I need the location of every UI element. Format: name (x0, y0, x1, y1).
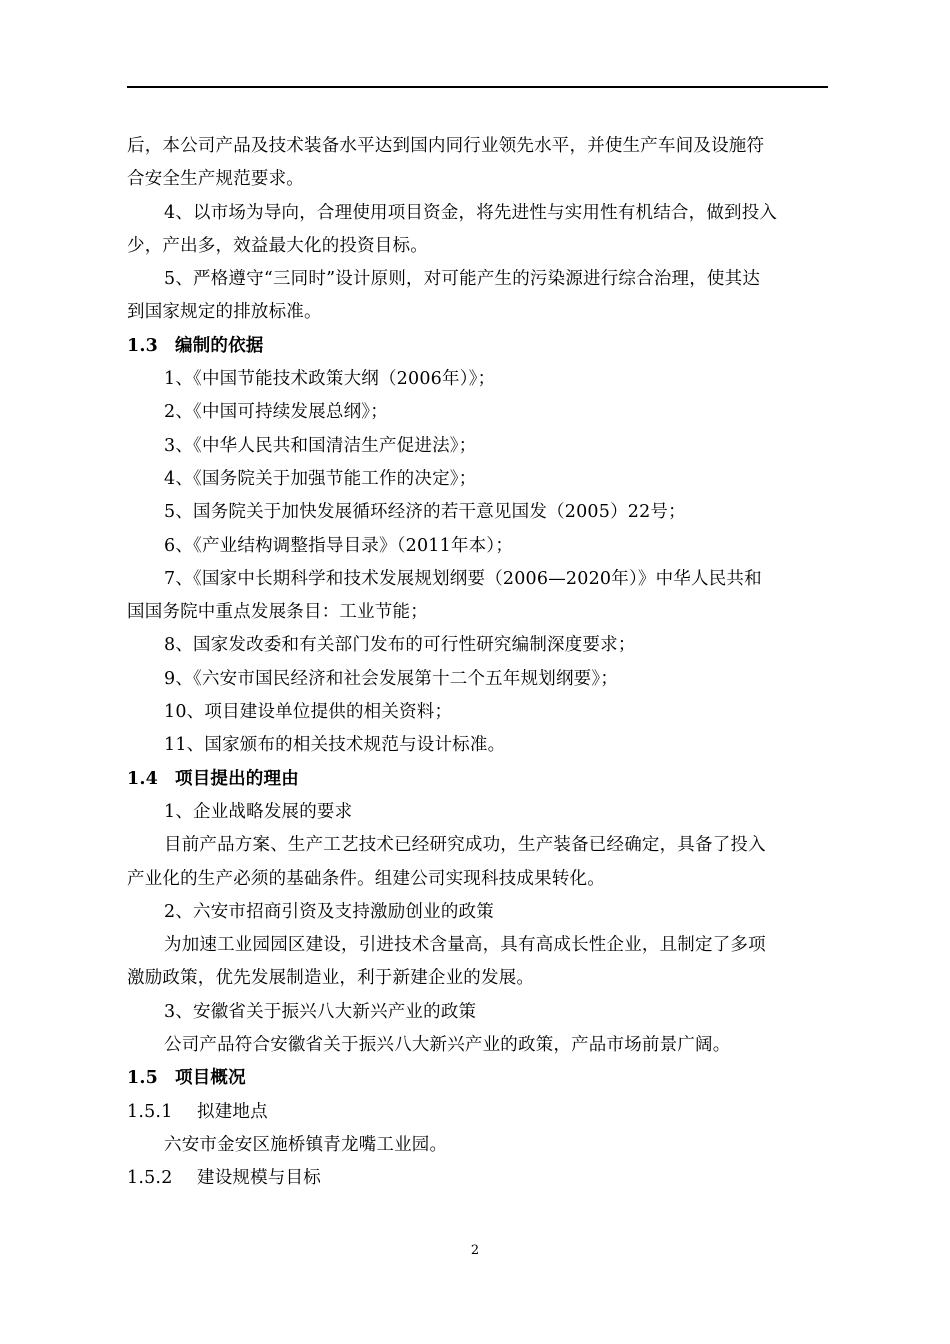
paragraph-line: 合安全生产规范要求。 (127, 169, 304, 190)
paragraph-line: 少，产出多，效益最大化的投资目标。 (127, 235, 428, 256)
list-item: 2、《中国可持续发展总纲》； (164, 402, 388, 423)
list-item: 11、国家颁布的相关技术规范与设计标准。 (164, 735, 506, 756)
paragraph-line: 4、以市场为导向，合理使用项目资金，将先进性与实用性有机结合，做到投入 (164, 202, 778, 223)
section-title: 项目概况 (175, 1068, 246, 1089)
list-item: 3、《中华人民共和国清洁生产促进法》； (164, 435, 477, 456)
paragraph-line: 六安市金安区施桥镇青龙嘴工业园。 (164, 1134, 448, 1155)
list-item-continuation: 国国务院中重点发展条目：工业节能； (127, 602, 428, 623)
section-heading-1-4 (127, 763, 828, 796)
section-heading-1-3 (127, 330, 828, 363)
section-title: 项目提出的理由 (175, 768, 299, 789)
paragraph-line: 公司产品符合安徽省关于振兴八大新兴产业的政策，产品市场前景广阔。 (164, 1035, 731, 1056)
section-heading-1-5 (127, 1062, 828, 1095)
paragraph-line: 到国家规定的排放标准。 (127, 302, 322, 323)
section-title: 编制的依据 (175, 335, 264, 356)
page-body (127, 130, 828, 1196)
paragraph-line: 后，本公司产品及技术装备水平达到国内同行业领先水平，并使生产车间及设施符 (127, 136, 765, 156)
subsection-title: 拟建地点 (197, 1101, 268, 1122)
subsection-title: 建设规模与目标 (197, 1168, 321, 1189)
reason-title: 2、六安市招商引资及支持激励创业的政策 (164, 901, 494, 922)
list-item: 5、国务院关于加快发展循环经济的若干意见国发（2005）22号； (164, 502, 686, 523)
paragraph-line: 为加速工业园园区建设，引进技术含量高，具有高成长性企业，且制定了多项 (164, 935, 766, 956)
list-item: 10、项目建设单位提供的相关资料； (164, 702, 453, 723)
section-number: 1.3 (127, 335, 159, 356)
paragraph-line: 5、严格遵守“三同时”设计原则，对可能产生的污染源进行综合治理，使其达 (164, 269, 761, 290)
list-item: 9、《六安市国民经济和社会发展第十二个五年规划纲要》； (164, 668, 619, 689)
subsection-heading-1-5-2 (127, 1162, 828, 1195)
list-item: 8、国家发改委和有关部门发布的可行性研究编制深度要求； (164, 635, 636, 656)
subsection-number: 1.5.2 (127, 1168, 173, 1189)
subsection-heading-1-5-1 (127, 1096, 828, 1129)
list-item: 4、《国务院关于加强节能工作的决定》； (164, 468, 477, 489)
header-rule (127, 86, 828, 88)
list-item: 6、《产业结构调整指导目录》（2011年本）； (164, 535, 514, 556)
subsection-number: 1.5.1 (127, 1101, 173, 1122)
section-number: 1.5 (127, 1068, 159, 1089)
paragraph-line: 激励政策，优先发展制造业，利于新建企业的发展。 (127, 968, 535, 989)
reason-title: 1、企业战略发展的要求 (164, 801, 353, 822)
paragraph-line: 目前产品方案、生产工艺技术已经研究成功，生产装备已经确定，具备了投入 (164, 835, 766, 856)
reason-title: 3、安徽省关于振兴八大新兴产业的政策 (164, 1001, 477, 1022)
page-number: 2 (470, 1243, 480, 1258)
section-number: 1.4 (127, 768, 159, 789)
list-item: 1、《中国节能技术政策大纲（2006年）》； (164, 369, 496, 390)
list-item: 7、《国家中长期科学和技术发展规划纲要（2006—2020年）》中华人民共和 (164, 568, 762, 589)
paragraph-line: 产业化的生产必须的基础条件。组建公司实现科技成果转化。 (127, 868, 605, 889)
